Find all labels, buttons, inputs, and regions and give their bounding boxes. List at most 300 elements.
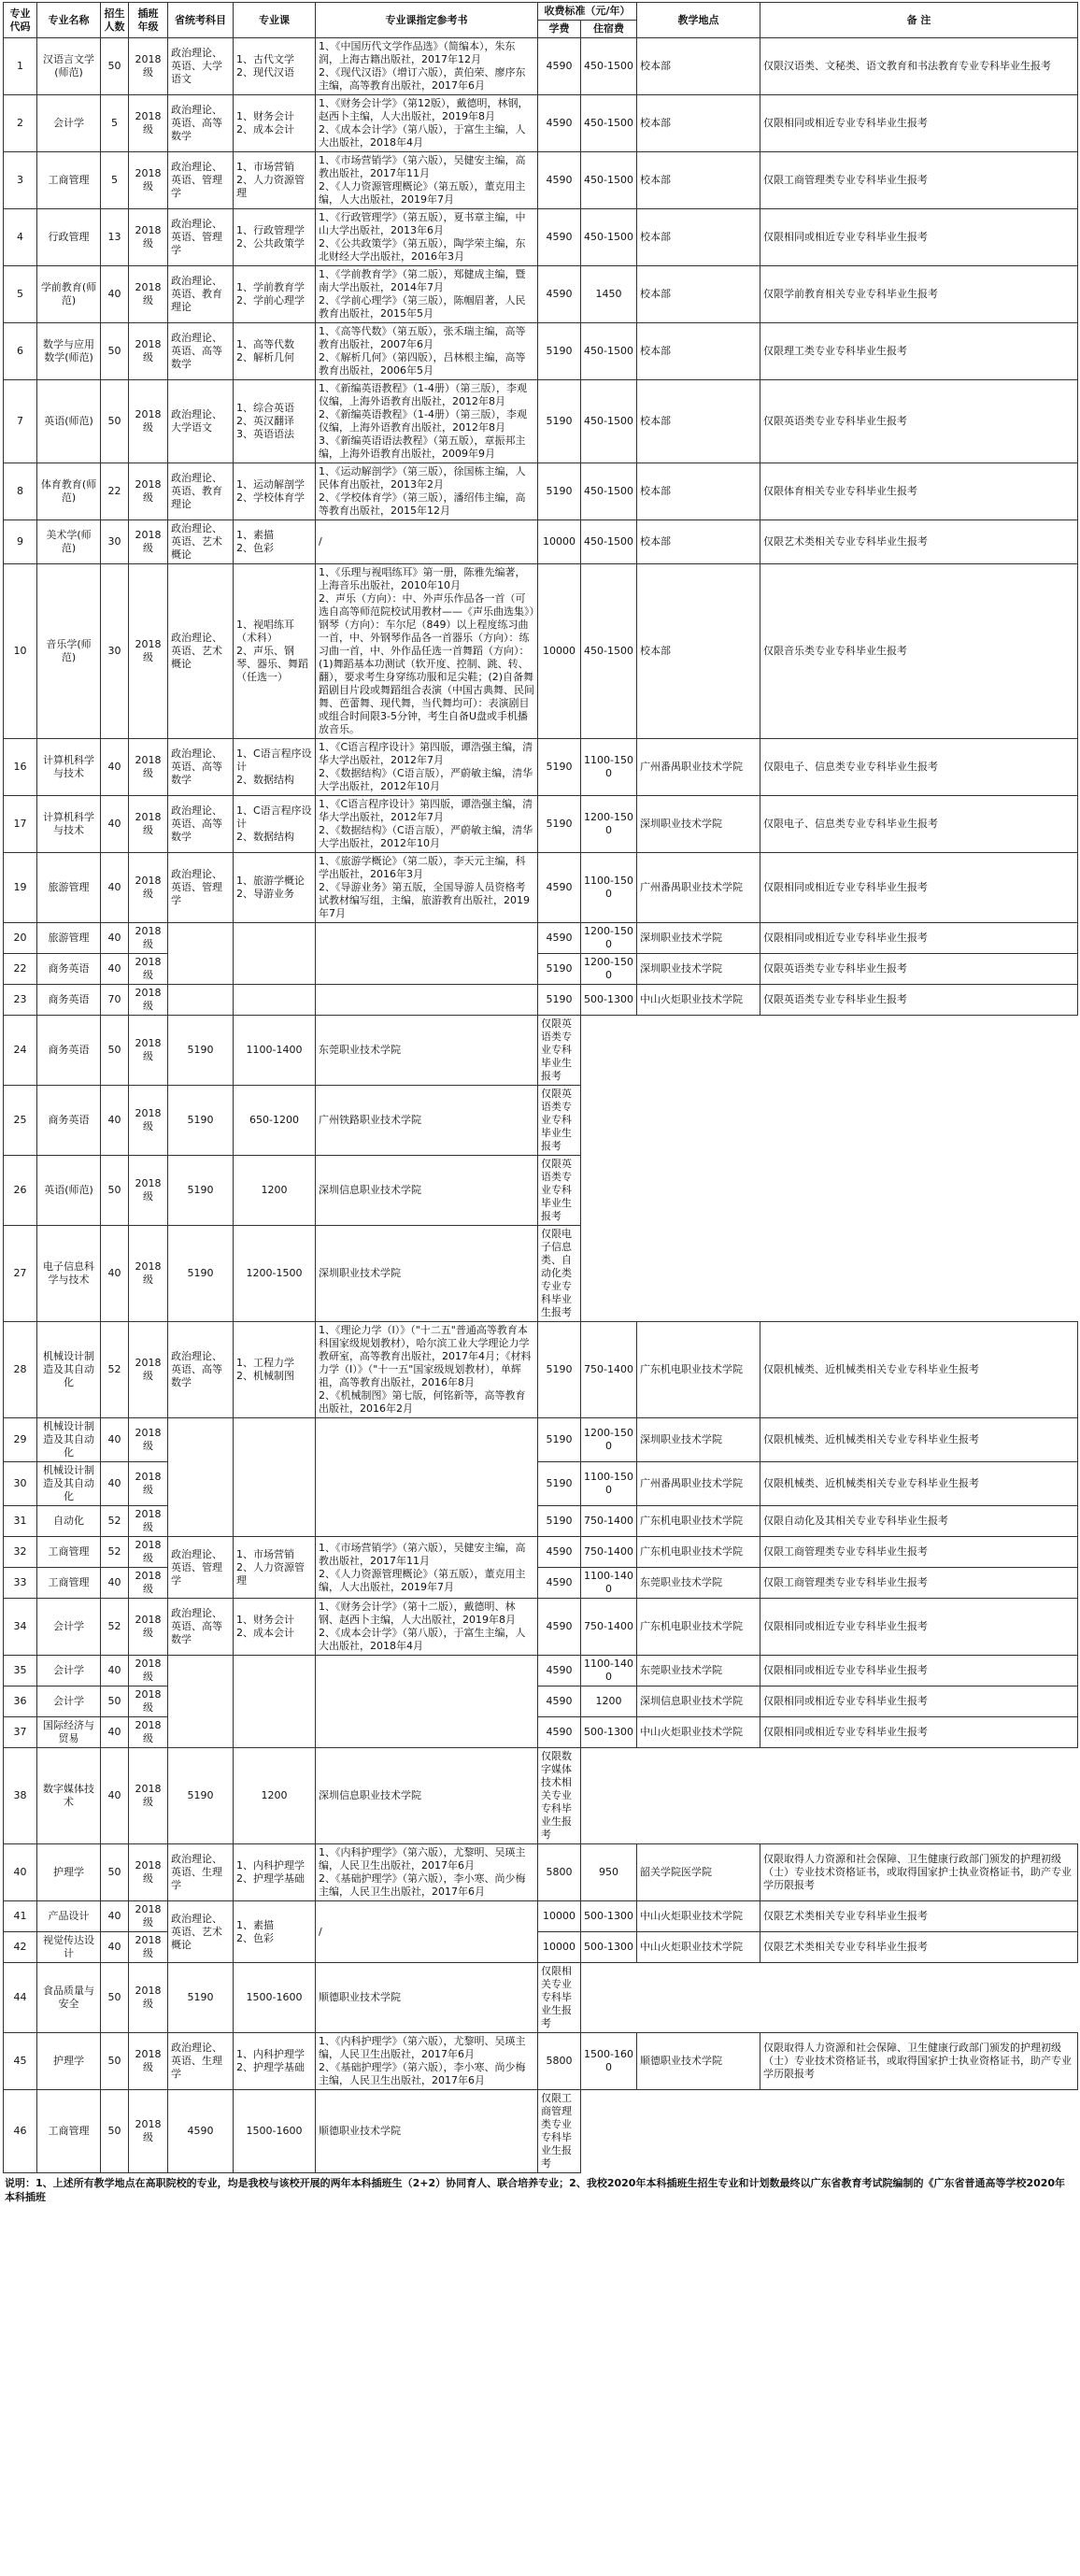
cell-lodging: 1200-1500 [581, 923, 637, 954]
cell-place: 中山火炬职业技术学院 [637, 985, 760, 1016]
cell-remark: 仅限相同或相近专业专科毕业生报考 [760, 1686, 1078, 1717]
cell-quota: 40 [101, 739, 129, 796]
cell-lodging: 1200 [234, 1156, 316, 1226]
cell-remark: 仅限取得人力资源和社会保障、卫生健康行政部门颁发的护理初级（士）专业技术资格证书，或取得国家护士执业资格证书，助产专业学历限报考 [760, 2033, 1078, 2090]
cell-name: 会计学 [37, 1599, 101, 1656]
cell-remark: 仅限音乐类专业专科毕业生报考 [760, 564, 1078, 739]
cell-grade: 2018级 [129, 564, 168, 739]
cell-lodging: 1200-1500 [234, 1226, 316, 1322]
cell-remark: 仅限机械类、近机械类相关专业专科毕业生报考 [760, 1462, 1078, 1506]
cell-place: 校本部 [637, 564, 760, 739]
cell-remark: 仅限艺术类相关专业专科毕业生报考 [760, 520, 1078, 564]
cell-lodging: 450-1500 [581, 520, 637, 564]
cell-name: 会计学 [37, 1656, 101, 1686]
cell-course: 1、C语言程序设计 2、数据结构 [234, 796, 316, 853]
cell-name: 英语(师范) [37, 380, 101, 463]
cell-tuition: 5190 [538, 796, 581, 853]
cell-remark: 仅限相同或相近专业专科毕业生报考 [760, 1656, 1078, 1686]
cell-name: 机械设计制造及其自动化 [37, 1322, 101, 1418]
cell-course [234, 923, 316, 985]
cell-grade: 2018级 [129, 1844, 168, 1901]
cell-place: 中山火炬职业技术学院 [637, 1717, 760, 1748]
cell-lodging: 450-1500 [581, 95, 637, 152]
cell-tuition: 4590 [538, 266, 581, 323]
cell-remark: 仅限英语类专业专科毕业生报考 [760, 985, 1078, 1016]
cell-place: 校本部 [637, 463, 760, 520]
cell-remark: 仅限取得人力资源和社会保障、卫生健康行政部门颁发的护理初级（士）专业技术资格证书，或取得国家护士执业资格证书，助产专业学历限报考 [760, 1844, 1078, 1901]
cell-exam: 政治理论、英语、教育理论 [168, 266, 234, 323]
cell-quota: 40 [101, 1717, 129, 1748]
cell-grade: 2018级 [129, 1506, 168, 1537]
cell-name: 电子信息科学与技术 [37, 1226, 101, 1322]
cell-quota: 40 [101, 796, 129, 853]
cell-lodging: 500-1300 [581, 1901, 637, 1932]
cell-course: 1、视唱练耳（术科） 2、声乐、钢琴、器乐、舞蹈（任选一） [234, 564, 316, 739]
cell-place: 顺德职业技术学院 [637, 2033, 760, 2090]
cell-tuition: 4590 [538, 1686, 581, 1717]
cell-grade: 2018级 [129, 1016, 168, 1086]
header-place: 教学地点 [637, 3, 760, 38]
cell-quota: 50 [101, 1686, 129, 1717]
cell-remark: 仅限体育相关专业专科毕业生报考 [760, 463, 1078, 520]
cell-code: 38 [4, 1748, 37, 1844]
cell-code: 6 [4, 323, 37, 380]
cell-course: 1、旅游学概论 2、导游业务 [234, 853, 316, 923]
cell-tuition: 5190 [168, 1963, 234, 2033]
cell-tuition: 4590 [538, 853, 581, 923]
cell-code: 32 [4, 1537, 37, 1568]
cell-books: 1、《财务会计学》（第十二版），戴德明、林钢、赵西卜主编，人大出版社，2019年8月 2、《成本会计学》（第八版），于富生主编，人大出版社，2018年4月 [316, 1599, 538, 1656]
cell-tuition: 5190 [168, 1086, 234, 1156]
cell-name: 体育教育(师范) [37, 463, 101, 520]
cell-quota: 40 [101, 1748, 129, 1844]
cell-tuition: 4590 [538, 923, 581, 954]
cell-name: 汉语言文学(师范) [37, 38, 101, 95]
cell-place: 广州番禺职业技术学院 [637, 1462, 760, 1506]
cell-tuition: 4590 [538, 1568, 581, 1599]
cell-grade: 2018级 [129, 1748, 168, 1844]
cell-lodging: 650-1200 [234, 1086, 316, 1156]
cell-remark: 仅限电子、信息类专业专科毕业生报考 [760, 796, 1078, 853]
cell-exam: 政治理论、英语、管理学 [168, 152, 234, 209]
cell-lodging: 450-1500 [581, 152, 637, 209]
cell-code: 30 [4, 1462, 37, 1506]
cell-lodging: 1500-1600 [581, 2033, 637, 2090]
cell-books: 1、《市场营销学》（第六版），吴健安主编，高教出版社，2017年11月 2、《人力资源管理概论》（第五版），董克用主编，人大出版社，2019年7月 [316, 152, 538, 209]
cell-exam: 政治理论、大学语文 [168, 380, 234, 463]
cell-exam: 政治理论、英语、高等数学 [168, 739, 234, 796]
cell-lodging: 750-1400 [581, 1537, 637, 1568]
cell-course: 1、素描 2、色彩 [234, 520, 316, 564]
table-row [4, 152, 1078, 209]
cell-quota: 30 [101, 564, 129, 739]
table-row [4, 380, 1078, 463]
cell-books: / [316, 1901, 538, 1963]
cell-tuition: 5190 [538, 739, 581, 796]
cell-lodging: 750-1400 [581, 1599, 637, 1656]
cell-name: 计算机科学与技术 [37, 796, 101, 853]
cell-code: 29 [4, 1418, 37, 1462]
cell-remark: 仅限艺术类相关专业专科毕业生报考 [760, 1901, 1078, 1932]
cell-quota: 40 [101, 1568, 129, 1599]
header-fee-lodging: 住宿费 [581, 21, 637, 38]
table-row [4, 95, 1078, 152]
cell-course: 1、素描 2、色彩 [234, 1901, 316, 1963]
table-row [4, 954, 1078, 985]
cell-course: 1、古代文学 2、现代汉语 [234, 38, 316, 95]
cell-exam [168, 985, 234, 1016]
cell-grade: 2018级 [129, 152, 168, 209]
cell-place: 校本部 [637, 266, 760, 323]
cell-name: 产品设计 [37, 1901, 101, 1932]
cell-grade: 2018级 [129, 853, 168, 923]
cell-remark: 仅限工商管理类专业专科毕业生报考 [760, 1537, 1078, 1568]
cell-lodging: 750-1400 [581, 1506, 637, 1537]
cell-remark: 仅限相同或相近专业专科毕业生报考 [760, 1717, 1078, 1748]
cell-lodging: 1500-1600 [234, 2090, 316, 2173]
cell-name: 机械设计制造及其自动化 [37, 1418, 101, 1462]
cell-course: 1、内科护理学 2、护理学基础 [234, 2033, 316, 2090]
cell-name: 食品质量与安全 [37, 1963, 101, 2033]
cell-course: 1、市场营销 2、人力资源管理 [234, 1537, 316, 1599]
cell-place: 深圳职业技术学院 [637, 954, 760, 985]
cell-books: 1、《乐理与视唱练耳》第一册，陈雅先编著，上海音乐出版社，2010年10月 2、声乐（方向）：中、外声乐作品各一首（可选自高等师范院校试用教材——《声乐曲选集》）钢琴（方向）：车尔尼（849）以上程度练习曲一首，中、外钢琴作品各一首器乐（方向）：练习曲一首，中、外作品任选一首舞蹈（方向）：(1)舞蹈基本功测试（软开度、控制、跳、转、翻），要求考生身穿练功服和足尖鞋；(2)自备舞蹈剧目片段或舞蹈组合表演（中国古典舞、民间舞、芭蕾舞、现代舞，当代舞均可）：表演剧目或组合时间限3-5分钟，考生自备U盘或手机播放音乐。 [316, 564, 538, 739]
cell-code: 3 [4, 152, 37, 209]
cell-lodging: 450-1500 [581, 323, 637, 380]
cell-lodging: 1200 [234, 1748, 316, 1844]
cell-course: 1、内科护理学 2、护理学基础 [234, 1844, 316, 1901]
table-row [4, 923, 1078, 954]
cell-quota: 30 [101, 520, 129, 564]
cell-remark: 仅限相同或相近专业专科毕业生报考 [760, 209, 1078, 266]
cell-lodging: 950 [581, 1844, 637, 1901]
cell-remark: 仅限机械类、近机械类相关专业专科毕业生报考 [760, 1418, 1078, 1462]
cell-place: 韶关学院医学院 [637, 1844, 760, 1901]
cell-grade: 2018级 [129, 323, 168, 380]
cell-tuition: 4590 [538, 1599, 581, 1656]
cell-tuition: 5190 [168, 1748, 234, 1844]
cell-quota: 40 [101, 923, 129, 954]
cell-books [316, 923, 538, 985]
cell-name: 数字媒体技术 [37, 1748, 101, 1844]
cell-tuition: 5800 [538, 2033, 581, 2090]
cell-exam: 政治理论、英语、高等数学 [168, 796, 234, 853]
cell-tuition: 4590 [538, 152, 581, 209]
table-row [4, 1748, 1078, 1844]
cell-grade: 2018级 [129, 266, 168, 323]
cell-place: 校本部 [637, 323, 760, 380]
cell-name: 商务英语 [37, 985, 101, 1016]
cell-place: 校本部 [637, 38, 760, 95]
cell-quota: 40 [101, 1418, 129, 1462]
cell-lodging: 1100-1400 [234, 1016, 316, 1086]
cell-quota: 52 [101, 1537, 129, 1568]
table-row [4, 323, 1078, 380]
table-row [4, 1537, 1078, 1568]
cell-code: 9 [4, 520, 37, 564]
cell-code: 1 [4, 38, 37, 95]
cell-grade: 2018级 [129, 463, 168, 520]
table-row [4, 1506, 1078, 1537]
cell-grade: 2018级 [129, 985, 168, 1016]
cell-exam: 政治理论、英语、高等数学 [168, 1599, 234, 1656]
cell-place: 顺德职业技术学院 [316, 1963, 538, 2033]
cell-name: 工商管理 [37, 152, 101, 209]
cell-course: 1、工程力学 2、机械制图 [234, 1322, 316, 1418]
cell-code: 23 [4, 985, 37, 1016]
cell-name: 学前教育(师范) [37, 266, 101, 323]
cell-lodging: 1450 [581, 266, 637, 323]
cell-quota: 22 [101, 463, 129, 520]
cell-quota: 50 [101, 2033, 129, 2090]
cell-remark: 仅限英语类专业专科毕业生报考 [760, 380, 1078, 463]
cell-quota: 50 [101, 38, 129, 95]
cell-grade: 2018级 [129, 2033, 168, 2090]
cell-name: 商务英语 [37, 1016, 101, 1086]
cell-quota: 70 [101, 985, 129, 1016]
cell-remark: 仅限电子信息类、自动化类专业专科毕业生报考 [538, 1226, 581, 1322]
cell-grade: 2018级 [129, 1226, 168, 1322]
cell-exam: 政治理论、英语、艺术概论 [168, 520, 234, 564]
cell-name: 工商管理 [37, 1537, 101, 1568]
cell-books: 1、《旅游学概论》（第二版），李天元主编，科学出版社，2016年3月 2、《导游业务》第五版，全国导游人员资格考试教材编写组，主编，旅游教育出版社，2019年7月 [316, 853, 538, 923]
cell-code: 41 [4, 1901, 37, 1932]
cell-grade: 2018级 [129, 1462, 168, 1506]
cell-code: 46 [4, 2090, 37, 2173]
cell-lodging: 1100-1400 [581, 1656, 637, 1686]
cell-quota: 50 [101, 1844, 129, 1901]
cell-lodging: 1100-1400 [581, 1568, 637, 1599]
cell-name: 工商管理 [37, 1568, 101, 1599]
table-row [4, 853, 1078, 923]
cell-lodging: 1100-1500 [581, 853, 637, 923]
table-row [4, 1901, 1078, 1932]
cell-quota: 50 [101, 1016, 129, 1086]
cell-tuition: 5190 [538, 1418, 581, 1462]
cell-remark: 仅限相同或相近专业专科毕业生报考 [760, 853, 1078, 923]
cell-remark: 仅限英语类专业专科毕业生报考 [538, 1156, 581, 1226]
cell-exam: 政治理论、英语、艺术概论 [168, 564, 234, 739]
cell-exam: 政治理论、英语、管理学 [168, 1537, 234, 1599]
cell-books: 1、《内科护理学》（第六版），尤黎明、吴瑛主编，人民卫生出版社，2017年6月 2、《基础护理学》（第六版），李小寒、尚少梅主编，人民卫生出版社，2017年6月 [316, 1844, 538, 1901]
table-row [4, 796, 1078, 853]
cell-tuition: 10000 [538, 564, 581, 739]
cell-course: 1、行政管理学 2、公共政策学 [234, 209, 316, 266]
cell-exam: 政治理论、英语、高等数学 [168, 95, 234, 152]
cell-grade: 2018级 [129, 796, 168, 853]
cell-grade: 2018级 [129, 2090, 168, 2173]
cell-tuition: 4590 [168, 2090, 234, 2173]
cell-code: 16 [4, 739, 37, 796]
cell-quota: 52 [101, 1599, 129, 1656]
cell-books: 1、《内科护理学》（第六版），尤黎明、吴瑛主编，人民卫生出版社，2017年6月 2、《基础护理学》（第六版），李小寒、尚少梅主编，人民卫生出版社，2017年6月 [316, 2033, 538, 2090]
cell-tuition: 5190 [538, 1462, 581, 1506]
cell-books [316, 1656, 538, 1748]
cell-code: 42 [4, 1932, 37, 1963]
cell-course [234, 1656, 316, 1748]
cell-quota: 50 [101, 380, 129, 463]
cell-remark: 仅限学前教育相关专业专科毕业生报考 [760, 266, 1078, 323]
cell-code: 25 [4, 1086, 37, 1156]
cell-quota: 40 [101, 266, 129, 323]
table-row [4, 1462, 1078, 1506]
cell-quota: 40 [101, 1086, 129, 1156]
cell-code: 44 [4, 1963, 37, 2033]
cell-tuition: 5190 [538, 380, 581, 463]
cell-grade: 2018级 [129, 380, 168, 463]
cell-place: 东莞职业技术学院 [316, 1016, 538, 1086]
cell-course: 1、高等代数 2、解析几何 [234, 323, 316, 380]
cell-place: 东莞职业技术学院 [637, 1568, 760, 1599]
cell-books [316, 985, 538, 1016]
cell-place: 深圳信息职业技术学院 [316, 1156, 538, 1226]
cell-tuition: 5800 [538, 1844, 581, 1901]
cell-quota: 40 [101, 1901, 129, 1932]
cell-code: 36 [4, 1686, 37, 1717]
cell-code: 7 [4, 380, 37, 463]
cell-exam: 政治理论、英语、管理学 [168, 209, 234, 266]
cell-tuition: 5190 [168, 1156, 234, 1226]
table-row [4, 1156, 1078, 1226]
cell-remark: 仅限汉语类、文秘类、语文教育和书法教育专业专科毕业生报考 [760, 38, 1078, 95]
cell-grade: 2018级 [129, 520, 168, 564]
cell-place: 广东机电职业技术学院 [637, 1537, 760, 1568]
cell-place: 校本部 [637, 152, 760, 209]
cell-code: 5 [4, 266, 37, 323]
cell-tuition: 5190 [538, 1506, 581, 1537]
cell-quota: 50 [101, 1963, 129, 2033]
cell-books: 1、《运动解剖学》（第三版），徐国栋主编，人民体育出版社，2013年2月 2、《学校体育学》（第三版），潘绍伟主编，高等教育出版社，2015年12月 [316, 463, 538, 520]
table-row [4, 38, 1078, 95]
admissions-table-container [3, 2, 1077, 2207]
cell-place: 顺德职业技术学院 [316, 2090, 538, 2173]
cell-books: 1、《学前教育学》（第二版），郑健成主编，暨南大学出版社，2014年7月 2、《学前心理学》（第三版），陈帼眉著，人民教育出版社，2015年5月 [316, 266, 538, 323]
cell-quota: 5 [101, 152, 129, 209]
cell-course: 1、财务会计 2、成本会计 [234, 95, 316, 152]
cell-books: / [316, 520, 538, 564]
cell-grade: 2018级 [129, 209, 168, 266]
cell-remark: 仅限相同或相近专业专科毕业生报考 [760, 923, 1078, 954]
cell-tuition: 5190 [538, 1322, 581, 1418]
cell-code: 28 [4, 1322, 37, 1418]
header-name: 专业名称 [37, 3, 101, 38]
cell-grade: 2018级 [129, 1686, 168, 1717]
cell-tuition: 4590 [538, 1717, 581, 1748]
cell-exam [168, 1656, 234, 1748]
table-row [4, 209, 1078, 266]
cell-quota: 40 [101, 954, 129, 985]
cell-remark: 仅限机械类、近机械类相关专业专科毕业生报考 [760, 1322, 1078, 1418]
cell-quota: 52 [101, 1506, 129, 1537]
cell-lodging: 500-1300 [581, 985, 637, 1016]
cell-grade: 2018级 [129, 95, 168, 152]
cell-books: 1、《行政管理学》（第五版），夏书章主编，中山大学出版社，2013年6月 2、《公共政策学》（第五版），陶学荣主编，东北财经大学出版社，2016年3月 [316, 209, 538, 266]
header-grade: 插班 年级 [129, 3, 168, 38]
cell-tuition: 10000 [538, 1932, 581, 1963]
cell-exam: 政治理论、英语、管理学 [168, 853, 234, 923]
table-row [4, 520, 1078, 564]
cell-lodging: 450-1500 [581, 38, 637, 95]
admissions-table [3, 2, 1078, 2173]
cell-books: 1、《财务会计学》（第12版），戴德明，林钢，赵西卜主编，人大出版社，2019年8月 2、《成本会计学》（第八版），于富生主编，人大出版社，2018年4月 [316, 95, 538, 152]
cell-remark: 仅限艺术类相关专业专科毕业生报考 [760, 1932, 1078, 1963]
table-row [4, 1686, 1078, 1717]
cell-name: 国际经济与贸易 [37, 1717, 101, 1748]
header-remark: 备 注 [760, 3, 1078, 38]
cell-lodging: 1200 [581, 1686, 637, 1717]
cell-place: 深圳职业技术学院 [637, 796, 760, 853]
table-row [4, 985, 1078, 1016]
cell-quota: 52 [101, 1322, 129, 1418]
table-row [4, 1656, 1078, 1686]
header-fee-tuition: 学费 [538, 21, 581, 38]
cell-grade: 2018级 [129, 1568, 168, 1599]
table-row [4, 739, 1078, 796]
cell-lodging: 450-1500 [581, 463, 637, 520]
table-row [4, 1418, 1078, 1462]
cell-grade: 2018级 [129, 1418, 168, 1462]
header-row [4, 3, 1078, 21]
cell-tuition: 5190 [168, 1226, 234, 1322]
cell-tuition: 5190 [168, 1016, 234, 1086]
cell-code: 45 [4, 2033, 37, 2090]
cell-lodging: 750-1400 [581, 1322, 637, 1418]
cell-place: 广东机电职业技术学院 [637, 1506, 760, 1537]
cell-books: 1、《C语言程序设计》第四版，谭浩强主编，清华大学出版社，2012年7月 2、《数据结构》（C语言版），严蔚敏主编，清华大学出版社，2012年10月 [316, 796, 538, 853]
cell-tuition: 4590 [538, 1656, 581, 1686]
cell-quota: 40 [101, 1462, 129, 1506]
cell-code: 31 [4, 1506, 37, 1537]
cell-remark: 仅限数字媒体技术相关专业专科毕业生报考 [538, 1748, 581, 1844]
header-code: 专业代码 [4, 3, 37, 38]
cell-place: 广州铁路职业技术学院 [316, 1086, 538, 1156]
cell-tuition: 5190 [538, 323, 581, 380]
cell-lodging: 1200-1500 [581, 954, 637, 985]
cell-code: 17 [4, 796, 37, 853]
cell-place: 广东机电职业技术学院 [637, 1599, 760, 1656]
cell-remark: 仅限英语类专业专科毕业生报考 [538, 1016, 581, 1086]
cell-quota: 5 [101, 95, 129, 152]
cell-grade: 2018级 [129, 739, 168, 796]
cell-tuition: 10000 [538, 520, 581, 564]
cell-code: 26 [4, 1156, 37, 1226]
cell-place: 校本部 [637, 209, 760, 266]
cell-place: 广东机电职业技术学院 [637, 1322, 760, 1418]
cell-course [234, 1418, 316, 1537]
cell-remark: 仅限自动化及其相关专业专科毕业生报考 [760, 1506, 1078, 1537]
cell-name: 会计学 [37, 1686, 101, 1717]
cell-remark: 仅限理工类专业专科毕业生报考 [760, 323, 1078, 380]
cell-course: 1、C语言程序设计 2、数据结构 [234, 739, 316, 796]
cell-code: 37 [4, 1717, 37, 1748]
cell-tuition: 4590 [538, 1537, 581, 1568]
cell-place: 校本部 [637, 520, 760, 564]
cell-remark: 仅限相同或相近专业专科毕业生报考 [760, 95, 1078, 152]
table-row [4, 2090, 1078, 2173]
cell-place: 中山火炬职业技术学院 [637, 1932, 760, 1963]
cell-tuition: 4590 [538, 38, 581, 95]
table-row [4, 1086, 1078, 1156]
cell-place: 深圳信息职业技术学院 [316, 1748, 538, 1844]
cell-lodging: 450-1500 [581, 380, 637, 463]
table-row [4, 1226, 1078, 1322]
cell-place: 深圳信息职业技术学院 [637, 1686, 760, 1717]
cell-exam [168, 923, 234, 985]
table-row [4, 463, 1078, 520]
cell-tuition: 10000 [538, 1901, 581, 1932]
cell-place: 深圳职业技术学院 [637, 923, 760, 954]
cell-tuition: 5190 [538, 985, 581, 1016]
